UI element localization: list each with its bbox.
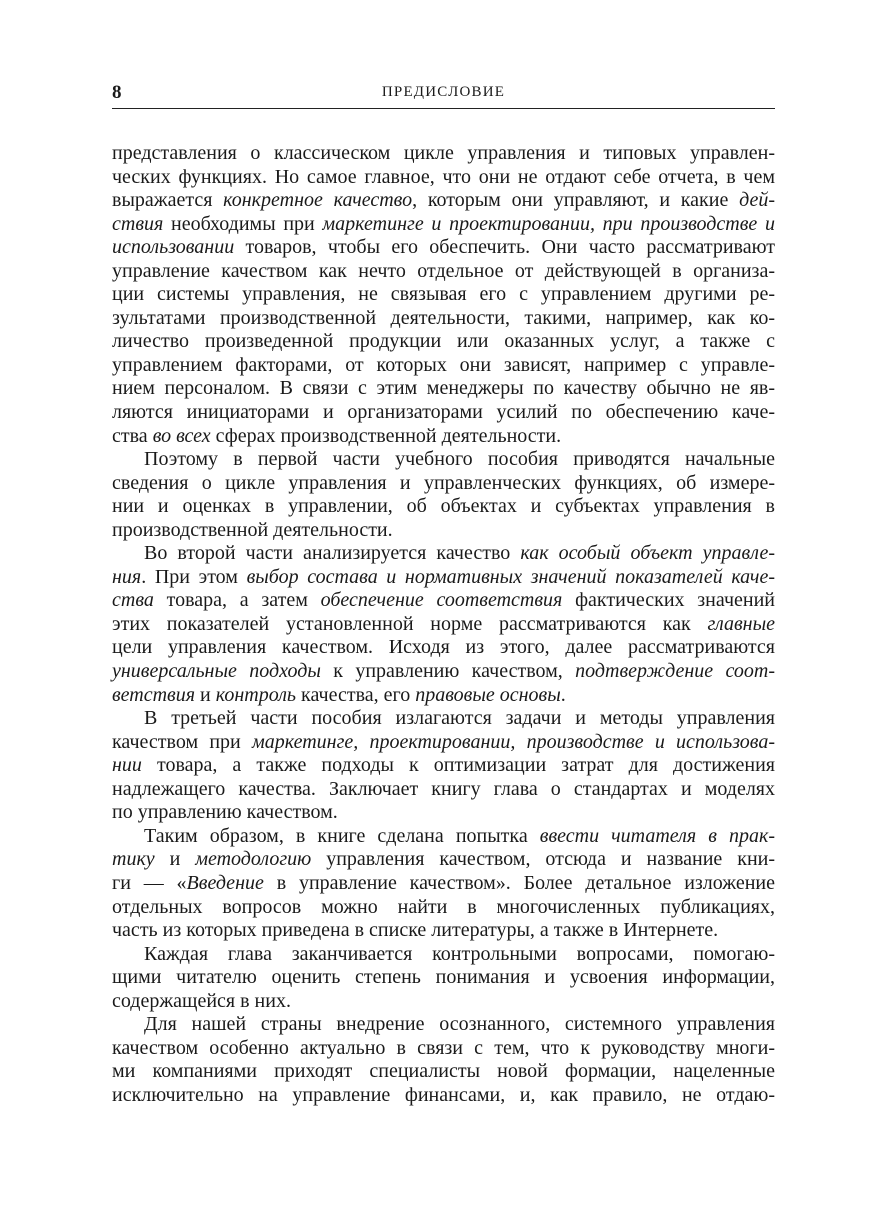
text-segment: фактических значений bbox=[562, 589, 775, 612]
italic-text: ства bbox=[112, 589, 154, 612]
text-segment: к управлению качеством, bbox=[320, 660, 576, 683]
header-rule bbox=[112, 108, 775, 109]
italic-text: ввести читателя в прак- bbox=[539, 824, 776, 847]
italic-text: ствия bbox=[112, 212, 164, 235]
text-line bbox=[112, 872, 775, 896]
text-line bbox=[112, 448, 775, 472]
text-segment: часть из которых приведена в списке литературы, а также в Интернете. bbox=[112, 919, 719, 942]
text-segment: Для нашей страны внедрение осознанного, системного управления bbox=[144, 1013, 775, 1036]
text-line bbox=[112, 966, 775, 990]
text-line bbox=[112, 778, 775, 802]
running-head: ПРЕДИСЛОВИЕ bbox=[381, 84, 506, 100]
italic-text: как особый объект управле- bbox=[520, 542, 775, 565]
text-line bbox=[112, 1037, 775, 1061]
text-segment: качеством при bbox=[112, 730, 252, 753]
text-segment: Таким образом, в книге сделана попытка bbox=[144, 824, 540, 847]
text-line bbox=[112, 330, 775, 354]
text-segment: ства bbox=[112, 424, 153, 447]
text-segment: ги — « bbox=[112, 871, 187, 894]
text-line bbox=[112, 684, 775, 708]
text-segment: товара, а затем bbox=[153, 589, 321, 612]
italic-text: правовые основы bbox=[415, 683, 561, 706]
text-line bbox=[112, 990, 775, 1014]
text-segment: выражается bbox=[112, 189, 224, 212]
text-segment: необходимы при bbox=[163, 212, 323, 235]
italic-text: нии bbox=[112, 754, 142, 777]
text-segment: . bbox=[560, 683, 566, 706]
italic-text: маркетинге и проектировании, при производстве и bbox=[322, 212, 775, 235]
text-line bbox=[112, 613, 775, 637]
text-segment: Во второй части анализируется качество bbox=[144, 542, 521, 565]
text-segment: надлежащего качества. Заключает книгу глава о стандартах и моделях bbox=[112, 777, 775, 800]
text-segment: ми компаниями приходят специалисты новой формации, нацеленные bbox=[112, 1060, 775, 1083]
text-segment: зультатами производственной деятельности, такими, например, как ко- bbox=[112, 306, 775, 329]
text-segment: ческих функциях. Но самое главное, что они не отдают себе отчета, в чем bbox=[112, 165, 775, 188]
italic-text: контроль bbox=[215, 683, 297, 706]
text-line bbox=[112, 354, 775, 378]
italic-text: использовании bbox=[112, 236, 235, 259]
text-line bbox=[112, 1060, 775, 1084]
text-segment: в управление качеством». Более детальное изложение bbox=[263, 871, 775, 894]
text-segment: В третьей части пособия излагаются задачи и методы управления bbox=[144, 707, 775, 730]
italic-text: тику bbox=[112, 848, 155, 871]
text-segment: нии и оценках в управлении, об объектах и субъектах управления в bbox=[112, 495, 775, 518]
text-segment: производственной деятельности. bbox=[112, 518, 393, 541]
text-segment: . При этом bbox=[141, 565, 247, 588]
text-line bbox=[112, 542, 775, 566]
text-segment: и bbox=[195, 683, 216, 706]
text-line bbox=[112, 236, 775, 260]
text-segment: управления качеством, отсюда и название кни- bbox=[311, 848, 776, 871]
text-segment: Поэтому в первой части учебного пособия приводятся начальные bbox=[144, 448, 775, 471]
italic-text: методологию bbox=[195, 848, 312, 871]
italic-text: универсальные подходы bbox=[112, 660, 321, 683]
text-line bbox=[112, 801, 775, 825]
text-line bbox=[112, 848, 775, 872]
italic-text: подтверждение соот- bbox=[575, 660, 776, 683]
text-segment: нием персоналом. В связи с этим менеджеры по качеству обычно не яв- bbox=[112, 377, 775, 400]
text-line bbox=[112, 1013, 775, 1037]
italic-text: обеспечение соответствия bbox=[320, 589, 563, 612]
text-line bbox=[112, 166, 775, 190]
italic-text: дей- bbox=[739, 189, 775, 212]
text-segment: по управлению качеством. bbox=[112, 801, 338, 824]
text-line bbox=[112, 283, 775, 307]
text-segment: сведения о цикле управления и управленческих функциях, об измере- bbox=[112, 471, 775, 494]
page-header bbox=[112, 80, 775, 108]
text-segment: ляются инициаторами и организаторами усилий по обеспечению каче- bbox=[112, 401, 775, 424]
text-segment: исключительно на управление финансами, и, как правило, не отдаю- bbox=[112, 1083, 775, 1106]
text-line bbox=[112, 472, 775, 496]
text-line bbox=[112, 519, 775, 543]
text-segment: Каждая глава заканчивается контрольными вопросами, помогаю- bbox=[144, 942, 775, 965]
text-line bbox=[112, 919, 775, 943]
text-line bbox=[112, 260, 775, 284]
text-line bbox=[112, 825, 775, 849]
text-line bbox=[112, 636, 775, 660]
text-segment: личество произведенной продукции или оказанных услуг, а также с bbox=[112, 330, 775, 353]
text-segment: ции системы управления, не связывая его с управлением другими ре- bbox=[112, 283, 775, 306]
text-line bbox=[112, 401, 775, 425]
italic-text: ветствия bbox=[112, 683, 196, 706]
text-line bbox=[112, 213, 775, 237]
text-segment: щими читателю оценить степень понимания и усвоения информации, bbox=[112, 966, 775, 989]
text-line bbox=[112, 142, 775, 166]
text-segment: качества, его bbox=[296, 683, 416, 706]
text-segment: представления о классическом цикле управления и типовых управлен- bbox=[112, 142, 775, 164]
text-line bbox=[112, 943, 775, 967]
text-segment: этих показателей установленной норме рассматриваются как bbox=[112, 612, 708, 635]
page-number: 8 bbox=[112, 82, 122, 103]
text-segment: управлением факторами, от которых они зависят, например с управле- bbox=[112, 353, 775, 376]
text-segment: управление качеством как нечто отдельное от действующей в организа- bbox=[112, 259, 775, 282]
text-line bbox=[112, 754, 775, 778]
text-line bbox=[112, 495, 775, 519]
text-segment: содержащейся в них. bbox=[112, 989, 291, 1012]
italic-text: во всех bbox=[152, 424, 211, 447]
text-line bbox=[112, 377, 775, 401]
italic-text: ния bbox=[112, 565, 142, 588]
text-segment: товара, а также подходы к оптимизации затрат для достижения bbox=[141, 754, 775, 777]
text-line bbox=[112, 566, 775, 590]
italic-text: Введение bbox=[186, 871, 264, 894]
text-line bbox=[112, 731, 775, 755]
italic-text: маркетинге, проектировании, производстве и использова- bbox=[252, 730, 775, 753]
italic-text: выбор состава и нормативных значений показателей каче- bbox=[246, 565, 775, 588]
text-line bbox=[112, 707, 775, 731]
text-segment: качеством особенно актуально в связи с тем, что к руководству многи- bbox=[112, 1036, 775, 1059]
text-segment: цели управления качеством. Исходя из этого, далее рассматриваются bbox=[112, 636, 775, 659]
italic-text: конкретное качество bbox=[223, 189, 413, 212]
text-line bbox=[112, 307, 775, 331]
italic-text: главные bbox=[707, 612, 775, 635]
text-line bbox=[112, 189, 775, 213]
text-line bbox=[112, 589, 775, 613]
text-line bbox=[112, 425, 775, 449]
text-line bbox=[112, 660, 775, 684]
text-segment: отдельных вопросов можно найти в многочисленных публикациях, bbox=[112, 895, 775, 918]
text-segment: товаров, чтобы его обеспечить. Они часто рассматривают bbox=[234, 236, 775, 259]
text-segment: и bbox=[154, 848, 196, 871]
text-segment: , которым они управляют, и какие bbox=[412, 189, 740, 212]
text-line bbox=[112, 1084, 775, 1108]
text-segment: сферах производственной деятельности. bbox=[210, 424, 562, 447]
body-text bbox=[112, 142, 775, 1107]
text-line bbox=[112, 896, 775, 920]
